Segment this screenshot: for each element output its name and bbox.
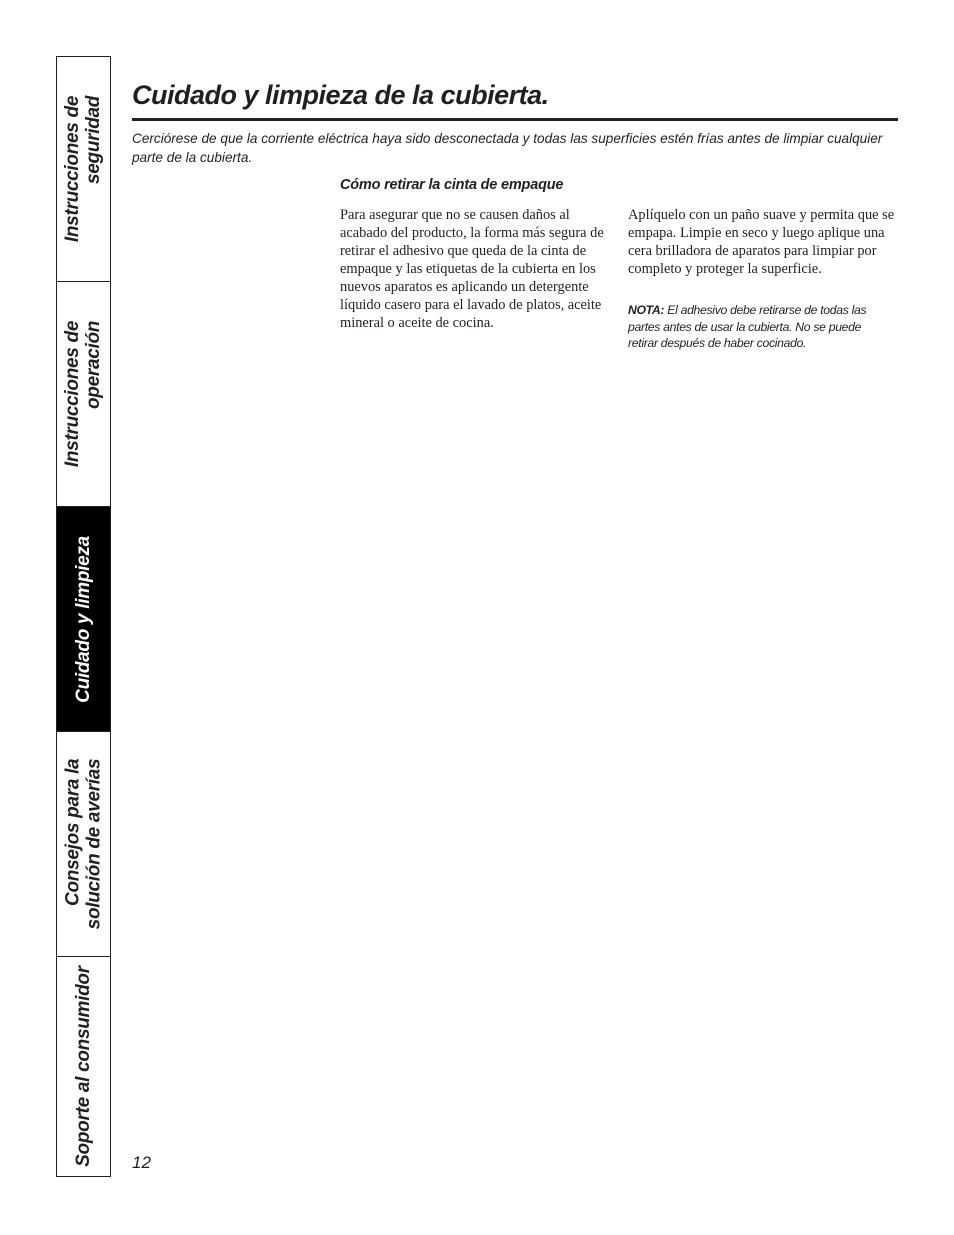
tab-label-line: Instrucciones de	[62, 320, 84, 468]
tab-label	[63, 321, 105, 467]
tab-label	[63, 96, 105, 242]
intro-text: Cerciórese de que la corriente eléctrica haya sido desconectada y todas las superficies estén frías antes de limpiar cualquier parte de la cubierta.	[132, 131, 883, 165]
tab-soporte-al-consumidor[interactable]	[57, 957, 110, 1176]
tab-label	[73, 536, 94, 703]
tab-instrucciones-de-operacion[interactable]	[57, 282, 110, 507]
tab-label-line: operación	[83, 320, 105, 410]
title-divider	[132, 118, 898, 121]
section-heading: Cómo retirar la cinta de empaque	[340, 177, 564, 193]
tab-label	[63, 759, 105, 930]
note-text: El adhesivo debe retirarse de todas las partes antes de usar la cubierta. No se puede retirar después de haber cocinado.	[628, 303, 867, 350]
page-title: Cuidado y limpieza de la cubierta.	[132, 80, 549, 110]
tab-label	[73, 966, 94, 1167]
tab-consejos-para-la-solucion-de-averias[interactable]	[57, 732, 110, 957]
note	[628, 302, 892, 352]
tab-label-line: Instrucciones de	[62, 95, 84, 243]
note-label: NOTA:	[628, 303, 665, 317]
section-tabs	[56, 56, 111, 1177]
page-number: 12	[132, 1153, 151, 1172]
tab-label-line: Consejos para la	[62, 758, 84, 906]
tab-label-line: seguridad	[83, 95, 105, 185]
tab-label-line: Soporte al consumidor	[73, 966, 94, 1167]
body-text-right: Aplíquelo con un paño suave y permita que se empapa. Limpie en seco y luego aplique una cera brilladora de aparatos para limpiar por completo y proteger la superficie.	[628, 207, 895, 277]
tab-cuidado-y-limpieza[interactable]	[57, 507, 110, 732]
body-text-left: Para asegurar que no se causen daños al acabado del producto, la forma más segura de retirar el adhesivo que queda de la cinta de empaque y las etiquetas de la cubierta en los nuevos aparatos es aplicando un detergente líquido casero para el lavado de platos, aceite mineral o aceite de cocina.	[340, 207, 604, 331]
tab-label-line: solución de averías	[83, 758, 105, 930]
tab-instrucciones-de-seguridad[interactable]	[57, 57, 110, 282]
tab-label-line: Cuidado y limpieza	[73, 535, 94, 703]
